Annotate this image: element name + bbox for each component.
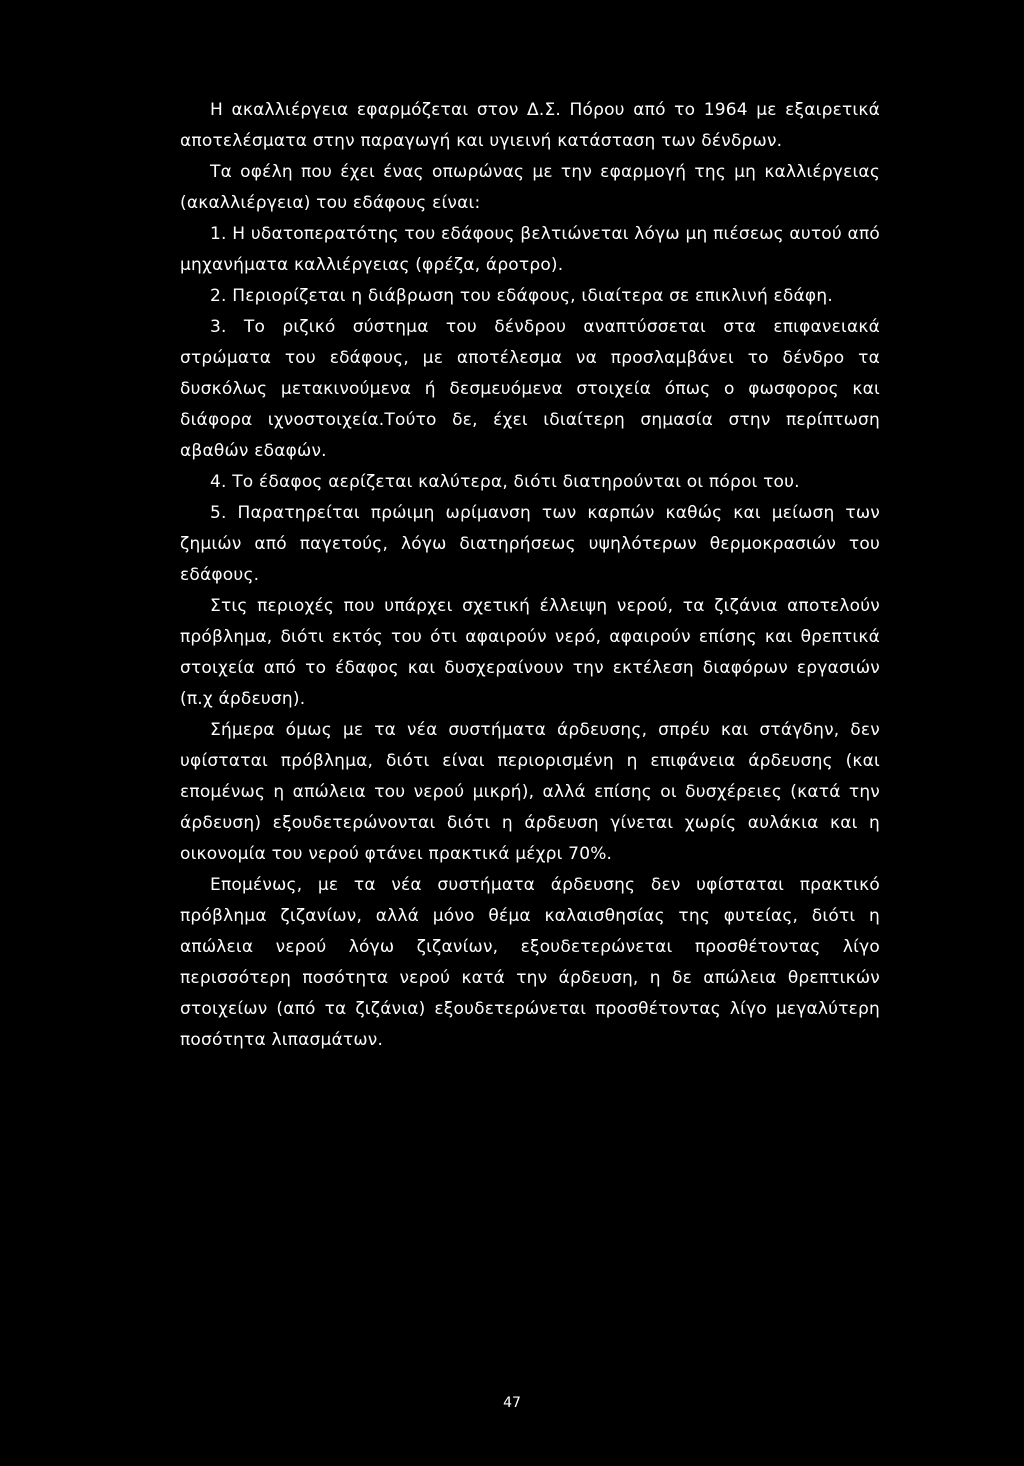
paragraph-benefits-intro: Τα οφέλη που έχει ένας οπωρώνας με την εφαρμογή της μη καλλιέργειας (ακαλλιέργεια) του εδάφους είναι: (180, 162, 880, 213)
paragraph-irrigation: Σήμερα όμως με τα νέα συστήματα άρδευσης, σπρέυ και στάγδην, δεν υφίσταται πρόβλημα, διότι είναι περιορισμένη η επιφάνεια άρδευσης (και επομένως η απώλεια του νερού μικρή), αλλά επίσης οι δυσχέρειες (κατά την άρδευση) εξουδετερώνονται διότι η άρδευση γίνεται χωρίς αυλάκια και η οικονομία του νερού φτάνει πρακτικά μέχρι 70%. (180, 720, 880, 864)
paragraph-intro: Η ακαλλιέργεια εφαρμόζεται στον Δ.Σ. Πόρου από το 1964 με εξαιρετικά αποτελέσματα στην παραγωγή και υγιεινή κατάσταση των δένδρων. (180, 100, 880, 151)
paragraph-weeds: Στις περιοχές που υπάρχει σχετική έλλειψη νερού, τα ζιζάνια αποτελούν πρόβλημα, διότι εκτός του ότι αφαιρούν νερό, αφαιρούν επίσης και θρεπτικά στοιχεία από το έδαφος και δυσχεραίνουν την εκτέλεση διαφόρων εργασιών (π.χ άρδευση). (180, 596, 880, 709)
page-number: 47 (503, 1395, 521, 1411)
document-body (180, 95, 880, 1056)
list-item-2: 2. Περιορίζεται η διάβρωση του εδάφους, ιδιαίτερα σε επικλινή εδάφη. (210, 286, 833, 306)
list-item-1: 1. Η υδατοπερατότης του εδάφους βελτιώνεται λόγω μη πιέσεως αυτού από μηχανήματα καλλιέργειας (φρέζα, άροτρο). (180, 224, 880, 275)
list-item-5: 5. Παρατηρείται πρώιμη ωρίμανση των καρπών καθώς και μείωση των ζημιών από παγετούς, λόγω διατηρήσεως υψηλότερων θερμοκρασιών του εδάφους. (180, 503, 880, 585)
list-item-4: 4. Το έδαφος αερίζεται καλύτερα, διότι διατηρούνται οι πόροι του. (210, 472, 800, 492)
list-item-3: 3. Το ριζικό σύστημα του δένδρου αναπτύσσεται στα επιφανειακά στρώματα του εδάφους, με αποτέλεσμα να προσλαμβάνει το δένδρο τα δυσκόλως μετακινούμενα ή δεσμευόμενα στοιχεία όπως ο φωσφορος και διάφορα ιχνοστοιχεία.Τούτο δε, έχει ιδιαίτερη σημασία στην περίπτωση αβαθών εδαφών. (180, 317, 880, 461)
paragraph-conclusion: Επομένως, με τα νέα συστήματα άρδευσης δεν υφίσταται πρακτικό πρόβλημα ζιζανίων, αλλά μόνο θέμα καλαισθησίας της φυτείας, διότι η απώλεια νερού λόγω ζιζανίων, εξουδετερώνεται προσθέτοντας λίγο περισσότερη ποσότητα νερού κατά την άρδευση, η δε απώλεια θρεπτικών στοιχείων (από τα ζιζάνια) εξουδετερώνεται προσθέτοντας λίγο μεγαλύτερη ποσότητα λιπασμάτων. (180, 875, 880, 1050)
